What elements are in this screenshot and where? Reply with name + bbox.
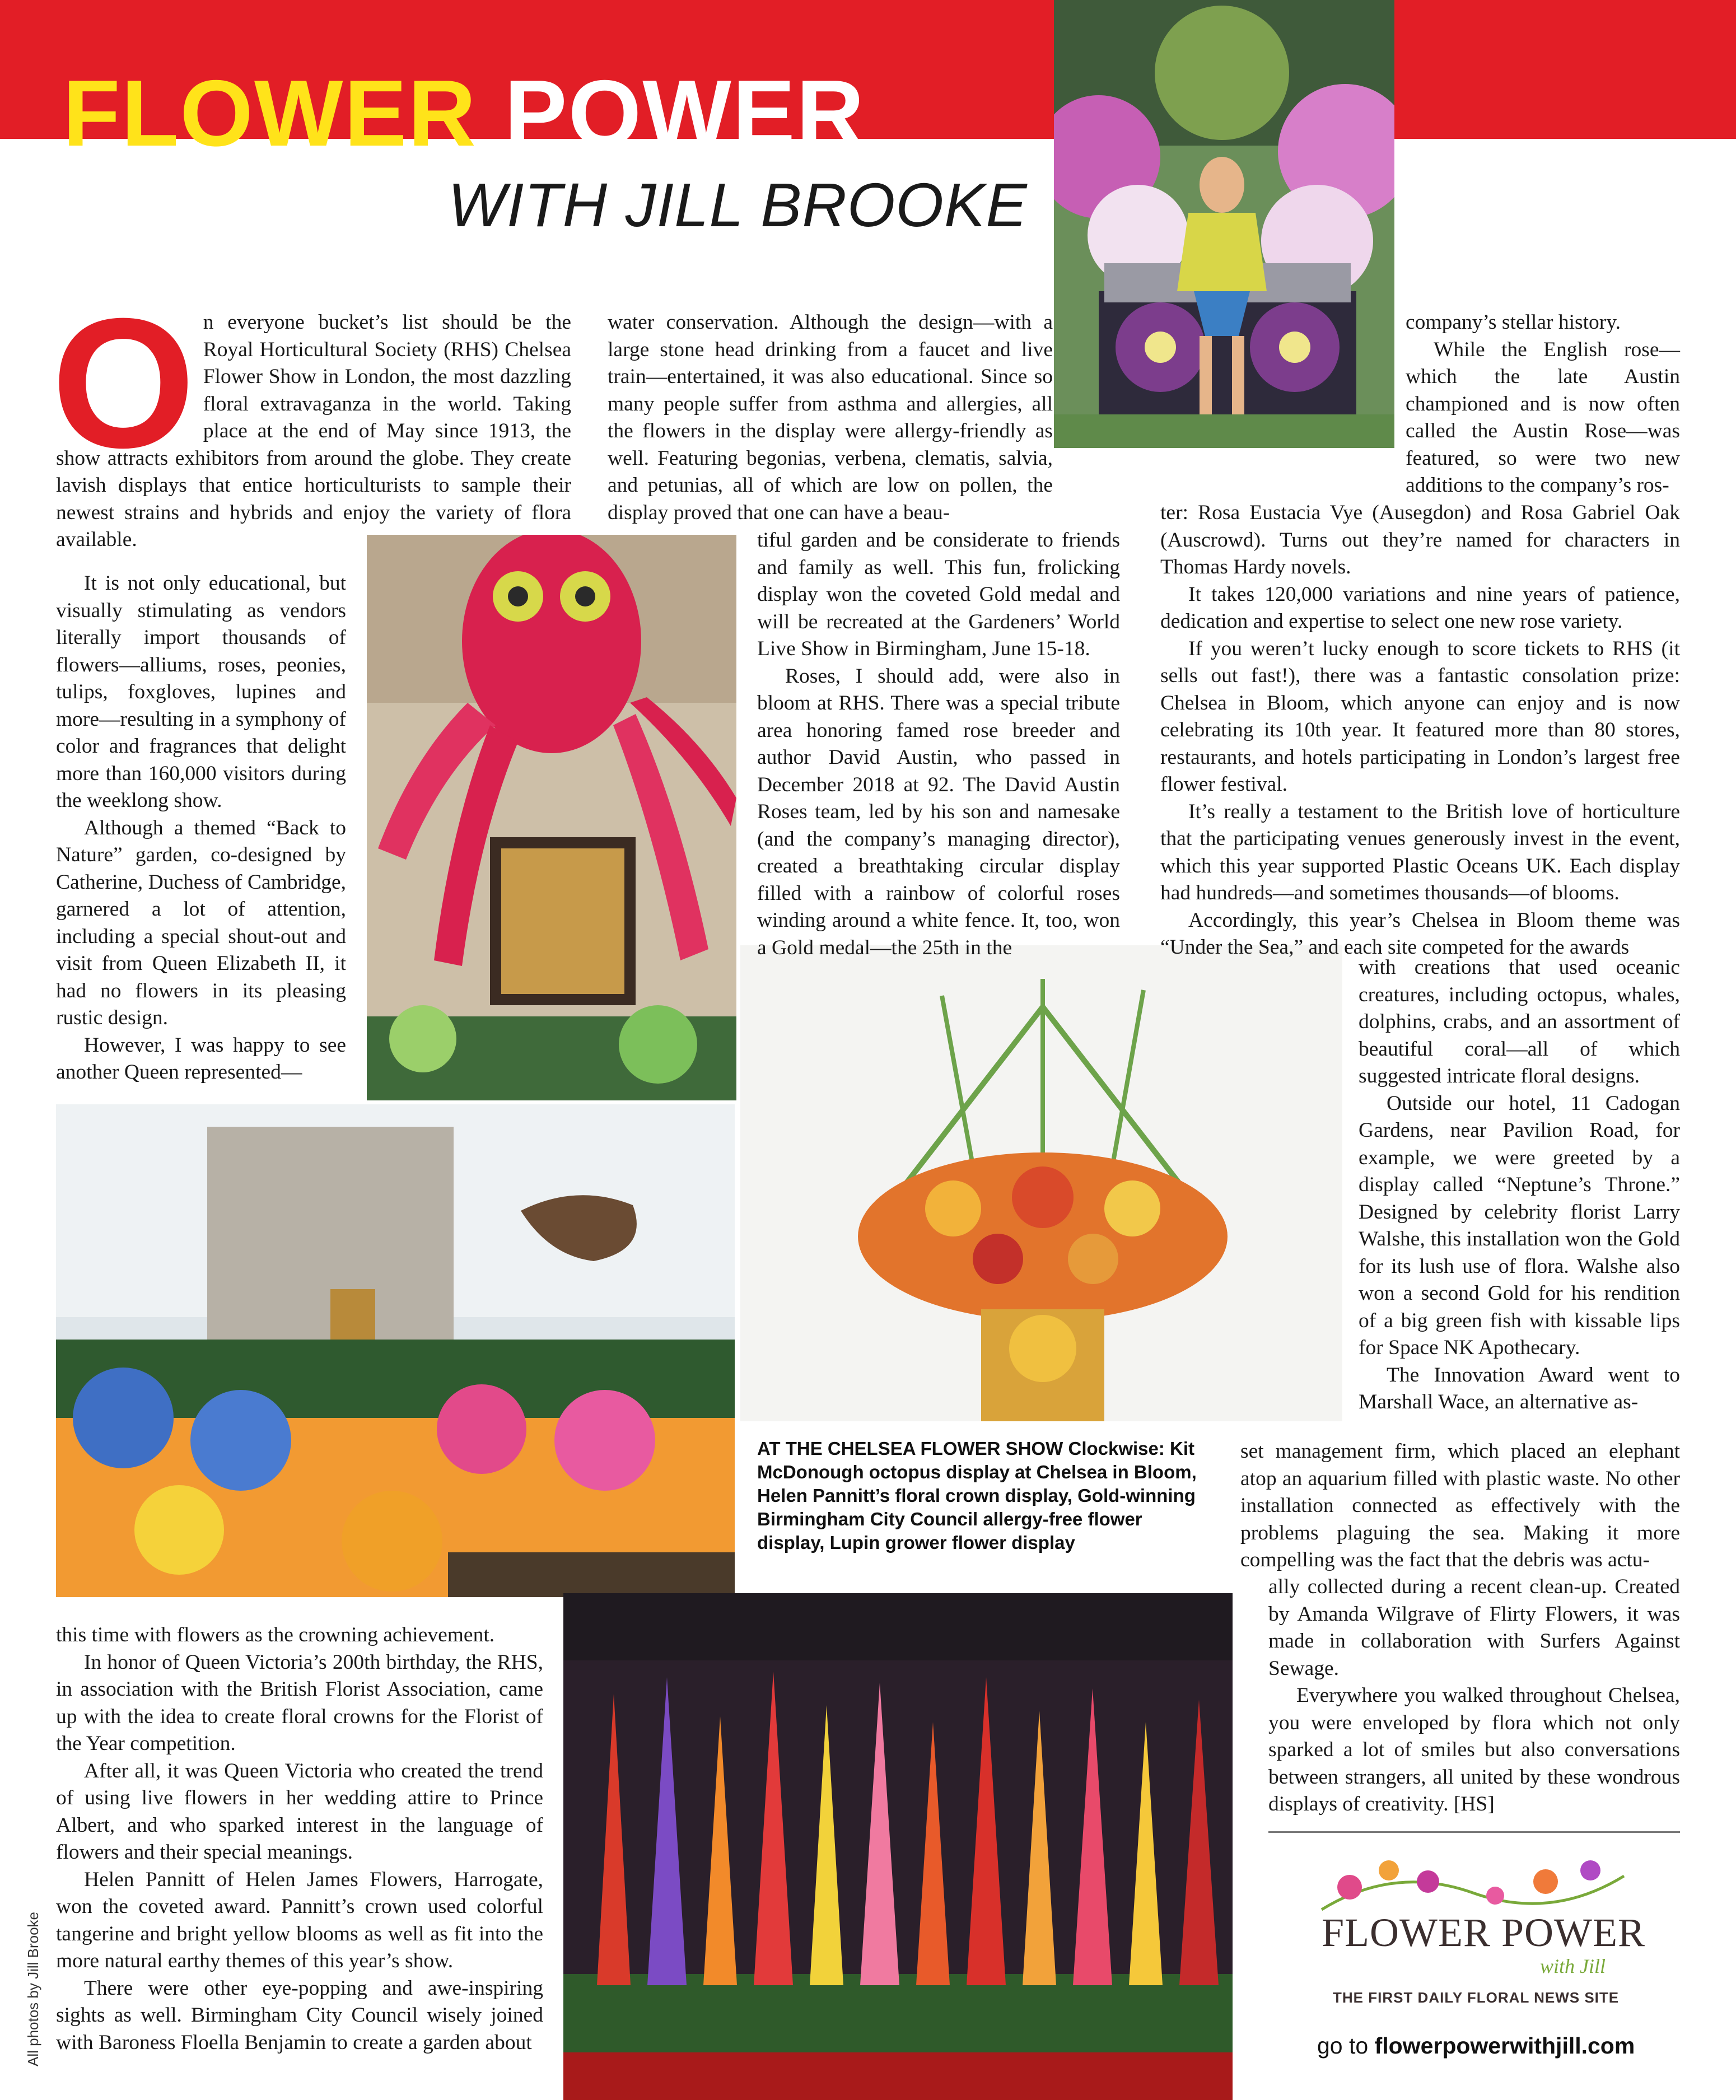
- article-col2-cont: [757, 527, 1120, 962]
- paragraph: However, I was happy to see another Queen represented—: [56, 1033, 346, 1084]
- paragraph: set management firm, which placed an elephant atop an aquarium filled with plastic waste. No other installation connected as effectively with the problems plaguing the sea. Making it more compelling was the fact that the debris was actu-: [1240, 1440, 1680, 1571]
- paragraph: If you weren’t lucky enough to score tickets to RHS (it sells out fast!), there was a fantastic consolation prize: Chelsea in Bloom, which anyone can enjoy and is now celebrating its 10th year. It featured more than 80 stores, restaurants, and hotels participating in London’s largest free flower festival.: [1160, 637, 1680, 796]
- paragraph: Although a themed “Back to Nature” garden, co-designed by Catherine, Duchess of Cambridge, garnered a lot of attention, including a special shout-out and visit from Queen Elizabeth II, it had no flowers in its pleasing rustic design.: [56, 816, 346, 1029]
- article-col3-top: [1406, 309, 1680, 500]
- logo-with: with Jill: [1540, 1955, 1606, 1977]
- paragraph: While the English rose—which the late Austin championed and is now often called the Austin Rose—was featured, so were two new additions to the company’s ros-: [1406, 338, 1680, 497]
- title-word-flower: FLOWER: [63, 60, 477, 166]
- photo-faucet-garden: [56, 1104, 735, 1597]
- paragraph: this time with flowers as the crowning achievement.: [56, 1623, 495, 1646]
- website-promo: [1317, 2033, 1635, 2059]
- paragraph: [1268, 1682, 1680, 1818]
- goto-prefix: go to: [1317, 2033, 1375, 2059]
- closing-paragraph: Everywhere you walked throughout Chelsea, you were enveloped by flora which not only sparked a lot of smiles but also conversations between strangers, all united by these wondrous displays of creativity.: [1268, 1684, 1680, 1816]
- article-col1-top: [52, 279, 571, 554]
- photo-caption: [757, 1437, 1211, 1555]
- photo-octopus: [367, 535, 736, 1100]
- paragraph: It takes 120,000 variations and nine years of patience, dedication and expertise to select one new rose variety.: [1160, 582, 1680, 633]
- paragraph: Roses, I should add, were also in bloom at RHS. There was a special tribute area honoring famed rose breeder and author David Austin, who passed in December 2018 at 92. The David Austin Roses team, led by his son and namesake (and the company’s managing director), created a breathtaking circular display filled with a rainbow of colorful roses winding around a white fence. It, too, won a Gold medal—the 25th in the: [757, 664, 1120, 959]
- paragraph: Accordingly, this year’s Chelsea in Bloom theme was “Under the Sea,” and each site competed for the awards: [1160, 908, 1680, 959]
- drop-cap: O: [52, 279, 195, 486]
- paragraph: water conservation. Although the design—with a large stone head drinking from a faucet and live train—entertained, it was also educational. Since so many people suffer from asthma and allergies, all the flowers in the display were allergy-friendly as well. Featuring begonias, verbena, clematis, salvia, and petunias, all of which are low on pollen, the display proved that one can have a beau-: [608, 311, 1053, 524]
- caption-body: Clockwise: Kit McDonough octopus display at Chelsea in Bloom, Helen Pannitt’s floral crown display, Gold-winning Birmingham City Council allergy-free flower display, Lupin grower flower display: [757, 1438, 1197, 1553]
- photo-lupins: [563, 1593, 1233, 2100]
- paragraph: with creations that used oceanic creatures, including octopus, whales, dolphins, crabs, and an assortment of beautiful coral—all of which suggested intricate floral designs.: [1359, 956, 1680, 1088]
- photo-jill-throne: [1054, 0, 1394, 448]
- paragraph: ter: Rosa Eustacia Vye (Ausegdon) and Rosa Gabriel Oak (Auscrowd). Turns out they’re named for characters in Thomas Hardy novels.: [1160, 501, 1680, 578]
- paragraph: In honor of Queen Victoria’s 200th birthday, the RHS, in association with the British Florist Association, came up with the idea to create floral crowns for the Florist of the Year competition.: [56, 1650, 543, 1755]
- byline: WITH JILL BROOKE: [448, 171, 1028, 240]
- article-col3-bottom: [1268, 1574, 1680, 1818]
- paragraph: ally collected during a recent clean-up. Created by Amanda Wilgrave of Flirty Flowers, it was made in collaboration with Surfers Against Sewage.: [1268, 1575, 1680, 1680]
- divider-rule: [1268, 1831, 1680, 1833]
- article-col1-bottom: [56, 1622, 543, 2056]
- website-link[interactable]: flowerpowerwithjill.com: [1374, 2033, 1635, 2059]
- article-col3-wide: [1160, 500, 1680, 962]
- intro-paragraph: n everyone bucket’s list should be the Royal Horticultural Society (RHS) Chelsea Flower Show in London, the most dazzling floral extravaganza in the world. Taking place at the end of May since 1913, the show attracts exhibitors from around the globe. They create lavish displays that entice horticulturists to sample their newest strains and hybrids and enjoy the variety of flora available.: [56, 311, 571, 551]
- paragraph: There were other eye-popping and awe-inspiring sights as well. Birmingham City Council wisely joined with Baroness Floella Benjamin to create a garden about: [56, 1976, 543, 2054]
- logo-title: FLOWER POWER: [1322, 1910, 1645, 1955]
- paragraph: The Innovation Award went to Marshall Wace, an alternative as-: [1359, 1363, 1680, 1413]
- paragraph: Outside our hotel, 11 Cadogan Gardens, near Pavilion Road, for example, we were greeted by a display called “Neptune’s Throne.” Designed by celebrity florist Larry Walshe, this installation won the Gold for its lush use of flora. Walshe also won a second Gold for his rendition of a big green fish with kissable lips for Space NK Apothecary.: [1359, 1091, 1680, 1359]
- article-col3-narrow: [1359, 954, 1680, 1416]
- article-col1-narrow: [56, 570, 346, 1086]
- article-col3-mid: [1240, 1438, 1680, 1574]
- title-word-power: POWER: [504, 60, 866, 166]
- paragraph: company’s stellar history.: [1406, 311, 1621, 334]
- paragraph: It is not only educational, but visually stimulating as vendors literally import thousands of flowers—alliums, roses, peonies, tulips, foxgloves, lupines and more—resulting in a symphony of color and fragrances that delight more than 160,000 visitors during the weeklong show.: [56, 572, 346, 812]
- paragraph: tiful garden and be considerate to friends and family as well. This fun, frolicking display won the coveted Gold medal and will be recreated at the Gardeners’ World Live Show in Birmingham, June 15-18.: [757, 529, 1120, 660]
- photo-floral-crown: [740, 945, 1342, 1421]
- paragraph: It’s really a testament to the British love of horticulture that the participating venues generously invest in the event, which this year supported Plastic Oceans UK. Each display had hundreds—and sometimes thousands—of blooms.: [1160, 800, 1680, 904]
- photo-credit: All photos by Jill Brooke: [25, 1911, 41, 2066]
- signoff: [HS]: [1453, 1793, 1495, 1816]
- logo-flowers-icon: [1310, 1848, 1635, 1915]
- paragraph: Helen Pannitt of Helen James Flowers, Harrogate, won the coveted award. Pannitt’s crown used colorful tangerine and bright yellow blooms as well as fit into the more natural earthy themes of this year’s show.: [56, 1868, 543, 1972]
- paragraph: After all, it was Queen Victoria who created the trend of using live flowers in her wedding attire to Prince Albert, and who sparked interest in the language of flowers and their special meanings.: [56, 1759, 543, 1864]
- flower-power-logo: [1299, 1848, 1646, 2010]
- masthead-title: [63, 60, 866, 166]
- article-col2-top: [608, 309, 1053, 526]
- caption-lead: AT THE CHELSEA FLOWER SHOW: [757, 1438, 1063, 1459]
- logo-tagline: THE FIRST DAILY FLORAL NEWS SITE: [1333, 1989, 1620, 2006]
